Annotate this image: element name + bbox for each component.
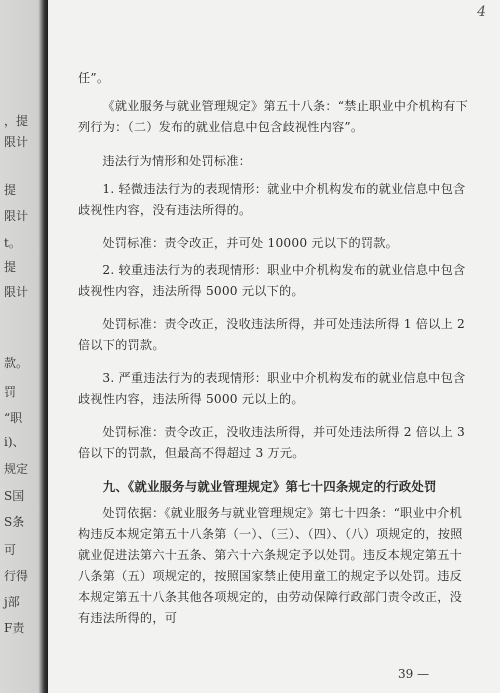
- margin-fragment: i)、: [4, 435, 25, 449]
- page-number: 39 —: [398, 667, 430, 681]
- margin-fragment: 规定: [4, 462, 29, 476]
- margin-fragment: ，提: [4, 114, 29, 128]
- margin-fragment: 限计: [4, 285, 29, 299]
- paragraph-violation-intro: 违法行为情形和处罚标准：: [102, 154, 252, 168]
- document-page: [48, 0, 500, 693]
- paragraph-article-58: 《就业服务与就业管理规定》第五十八条：“禁止职业中介机构有下列行为：（二）发布的就业信息中包含歧视性内容”。: [78, 99, 469, 134]
- margin-fragment: 可: [4, 543, 17, 557]
- margin-fragment: 限计: [4, 135, 29, 149]
- paragraph-penalty-basis: 处罚依据：《就业服务与就业管理规定》第七十四条：“职业中介机构违反本规定第五十八条第（一）、（三）、（四）、（八）项规定的，按照就业促进法第六十五条、第六十六条规定予以处罚。违反本规定第五十八条第（五）项规定的，按照国家禁止使用童工的规定予以处罚。违反本规定第五十八条其他各项规定的，由劳动保障行政部门责令改正，没有违法所得的，可: [78, 506, 463, 625]
- paragraph-continuation: 任”。: [78, 71, 110, 85]
- facing-page-margin: [0, 0, 48, 693]
- paragraph-minor-penalty: 处罚标准：责令改正，并可处 10000 元以下的罚款。: [102, 236, 399, 250]
- paragraph-severe-violation: 3. 严重违法行为的表现情形：职业中介机构发布的就业信息中包含歧视性内容，违法所得 5000 元以上的。: [78, 371, 466, 406]
- paragraph-minor-violation: 1. 轻微违法行为的表现情形：就业中介机构发布的就业信息中包含歧视性内容，没有违法所得的。: [78, 182, 466, 217]
- paragraph-severe-penalty: 处罚标准：责令改正，没收违法所得，并可处违法所得 2 倍以上 3 倍以下的罚款，但最高不得超过 3 万元。: [78, 425, 465, 460]
- margin-fragment: j部: [4, 595, 20, 609]
- margin-fragment: t。: [4, 236, 21, 250]
- margin-fragment: 行得: [4, 569, 29, 583]
- paragraph-moderate-violation: 2. 较重违法行为的表现情形：职业中介机构发布的就业信息中包含歧视性内容，违法所得 5000 元以下的。: [78, 263, 466, 298]
- paragraph-moderate-penalty: 处罚标准：责令改正，没收违法所得，并可处违法所得 1 倍以上 2 倍以下的罚款。: [78, 317, 465, 352]
- margin-fragment: 提: [4, 183, 17, 197]
- margin-fragment: S国: [4, 489, 25, 503]
- margin-fragment: 款。: [4, 356, 29, 370]
- margin-fragment: “职: [4, 411, 23, 425]
- section-heading-article-74: 九、《就业服务与就业管理规定》第七十四条规定的行政处罚: [102, 479, 437, 494]
- margin-fragment: 罚: [4, 385, 17, 399]
- margin-fragment: F责: [4, 621, 25, 635]
- margin-fragment: 提: [4, 260, 17, 274]
- margin-fragment: 限计: [4, 209, 29, 223]
- margin-fragment: S条: [4, 515, 25, 529]
- corner-handwritten-mark: 4: [477, 4, 486, 20]
